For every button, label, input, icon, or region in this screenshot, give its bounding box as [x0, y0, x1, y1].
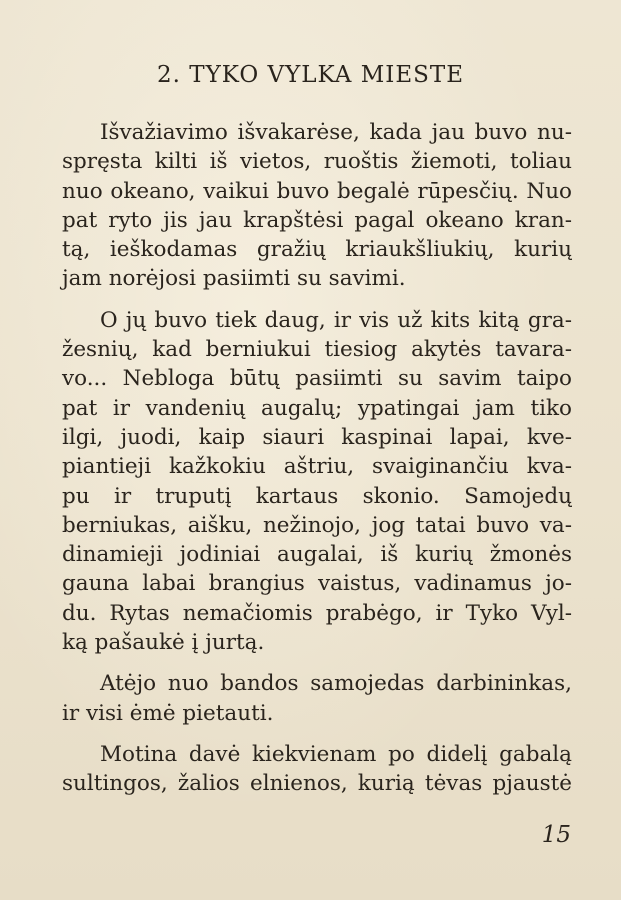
- text-line: Atėjo nuo bandos samojedas darbininkas,: [100, 671, 572, 697]
- text-line: vo... Nebloga būtų pasiimti su savim taipo: [62, 366, 572, 392]
- text-line: tą, ieškodamas gražių kriaukšliukių, kurių: [62, 237, 572, 263]
- text-line: O jų buvo tiek daug, ir vis už kits kitą gra-: [100, 307, 572, 333]
- text-line: žesnių, kad berniukui tiesiog akytės tavara-: [62, 337, 572, 363]
- page-number: 15: [541, 822, 571, 848]
- text-line: pat ir vandenių augalų; ypatingai jam tiko: [62, 395, 572, 421]
- chapter-heading: 2. TYKO VYLKA MIESTE: [156, 62, 465, 88]
- text-line: Motina davė kiekvienam po didelį gabalą: [100, 741, 572, 767]
- text-line: nuo okeano, vaikui buvo begalė rūpesčių. Nuo: [62, 178, 572, 204]
- text-line: gauna labai brangius vaistus, vadinamus jo-: [62, 571, 572, 597]
- text-line: ilgi, juodi, kaip siauri kaspinai lapai, kve-: [62, 424, 572, 450]
- text-line: Išvažiavimo išvakarėse, kada jau buvo nu-: [100, 120, 572, 145]
- text-line: spręsta kilti iš vietos, ruoštis žiemoti, toliau: [62, 149, 572, 175]
- text-line: dinamieji jodiniai augalai, iš kurių žmonės: [62, 542, 572, 568]
- text-line: sultingos, žalios elnienos, kurią tėvas pjaustė: [62, 771, 572, 797]
- paragraph-2: [62, 306, 572, 658]
- body-text: [62, 118, 572, 811]
- text-line: jam norėjosi pasiimti su savimi.: [62, 266, 406, 292]
- text-line: ką pašaukė į jurtą.: [62, 630, 265, 656]
- text-line: pu ir truputį kartaus skonio. Samojedų: [62, 483, 572, 509]
- paragraph-1: [62, 118, 572, 294]
- paragraph-3: [62, 669, 572, 728]
- text-line: du. Rytas nemačiomis prabėgo, ir Tyko Vyl-: [62, 600, 572, 626]
- paragraph-4: [62, 740, 572, 799]
- text-line: berniukas, aišku, nežinojo, jog tatai buvo va-: [62, 512, 572, 538]
- text-line: ir visi ėmė pietauti.: [62, 700, 274, 726]
- text-line: piantieji kažkokiu aštriu, svaiginančiu kva-: [62, 454, 572, 480]
- text-line: pat ryto jis jau krapštėsi pagal okeano kran-: [62, 207, 572, 233]
